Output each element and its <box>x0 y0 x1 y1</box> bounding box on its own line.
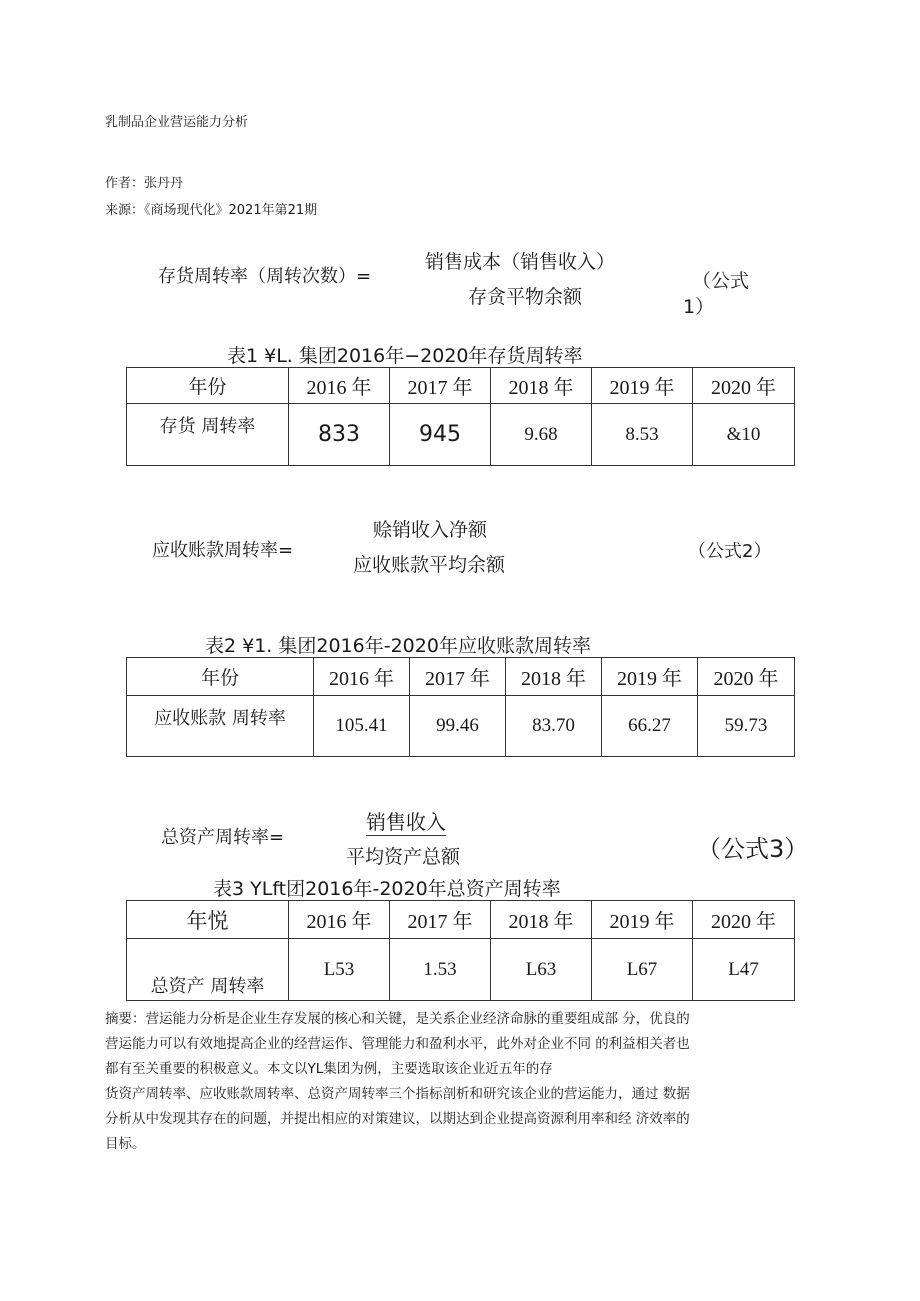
table2-row-label: 应收账款 周转率 <box>127 696 314 757</box>
table2-value-cell: 66.27 <box>602 696 698 757</box>
table2-value-cell: 59.73 <box>698 696 795 757</box>
table1-header-cell: 2018 年 <box>491 368 592 404</box>
table1-header-cell: 2020 年 <box>693 368 795 404</box>
formula3-denominator: 平均资产总额 <box>346 846 461 868</box>
table2-header-cell: 2018 年 <box>506 658 602 696</box>
table3-value-cell: L67 <box>592 939 693 1001</box>
formula1-numerator: 销售成本（销售收入） <box>425 251 616 273</box>
formula3-lhs: 总资产周转率= <box>161 827 285 848</box>
abstract-line: 目标。 <box>105 1136 146 1152</box>
table3-header-cell: 2018 年 <box>491 901 592 939</box>
table3-header-cell: 2016 年 <box>289 901 390 939</box>
formula3-numerator <box>366 806 446 835</box>
table2-caption: 表2 ¥1. 集团2016年-2020年应收账款周转率 <box>205 635 591 657</box>
table2 <box>126 657 795 757</box>
table1-value-cell: 8.53 <box>592 404 693 466</box>
formula2-tag: （公式2） <box>688 541 772 562</box>
table2-header-cell: 2016 年 <box>314 658 410 696</box>
abstract-line: 营运能力可以有效地提高企业的经营运作、管理能力和盈利水平，此外对企业不同 的利益相关者也 <box>105 1036 690 1052</box>
table1-caption: 表1 ¥L. 集团2016年−2020年存货周转率 <box>227 345 583 367</box>
abstract-paragraph <box>105 1007 817 1157</box>
table1-header-row <box>127 368 795 404</box>
formula1-tag-line1: （公式 <box>692 270 750 292</box>
table1-header-cell: 2019 年 <box>592 368 693 404</box>
table1-row-label: 存货 周转率 <box>127 404 289 466</box>
table2-value-cell: 105.41 <box>314 696 410 757</box>
table3-header-row <box>127 901 795 939</box>
table3 <box>126 900 795 1001</box>
formula1-denominator: 存贪平物余额 <box>468 286 583 308</box>
abstract-line: 摘要：营运能力分析是企业生存发展的核心和关键，是关系企业经济命脉的重要组成部 分，优良的 <box>105 1011 690 1027</box>
table3-row-label: 总资产 周转率 <box>127 939 289 1001</box>
table1-header-cell: 年份 <box>127 368 289 404</box>
formula3-numerator-text: 销售收入 <box>366 810 446 834</box>
table1-header-cell: 2016 年 <box>289 368 390 404</box>
table2-header-row <box>127 658 795 696</box>
table3-data-row <box>127 939 795 1001</box>
abstract-line: 分析从中发现其存在的问题，并提出相应的对策建议，以期达到企业提高资源利用率和经 济效率的 <box>105 1111 690 1127</box>
formula2-denominator: 应收账款平均余额 <box>353 554 506 576</box>
table1-value-cell: 9.68 <box>491 404 592 466</box>
source-line: 来源：《商场现代化》2021年第21期 <box>105 203 318 218</box>
table1-header-cell: 2017 年 <box>390 368 491 404</box>
abstract-line: 货资产周转率、应收账款周转率、总资产周转率三个指标剖析和研究该企业的营运能力，通过 数据 <box>105 1086 690 1102</box>
table3-header-cell: 2020 年 <box>693 901 795 939</box>
table3-caption: 表3 YLft团2016年-2020年总资产周转率 <box>213 878 561 900</box>
table3-header-cell: 2019 年 <box>592 901 693 939</box>
table3-value-cell: L53 <box>289 939 390 1001</box>
table3-value-cell: L63 <box>491 939 592 1001</box>
table3-header-cell: 2017 年 <box>390 901 491 939</box>
table2-value-cell: 99.46 <box>410 696 506 757</box>
table3-header-cell: 年悦 <box>127 901 289 939</box>
article-title: 乳制品企业营运能力分析 <box>105 115 249 130</box>
formula1-lhs: 存货周转率（周转次数）= <box>158 266 372 287</box>
table2-value-cell: 83.70 <box>506 696 602 757</box>
table2-header-cell: 2019 年 <box>602 658 698 696</box>
table1 <box>126 367 795 466</box>
table2-header-cell: 年份 <box>127 658 314 696</box>
formula3-tag: （公式3） <box>697 835 809 863</box>
formula2-lhs: 应收账款周转率= <box>152 540 294 561</box>
table1-value-cell: 833 <box>289 404 390 466</box>
table2-data-row <box>127 696 795 757</box>
table2-header-cell: 2020 年 <box>698 658 795 696</box>
abstract-line: 都有至关重要的积极意义。本文以YL集团为例，主要选取该企业近五年的存 <box>105 1061 553 1077</box>
table1-data-row <box>127 404 795 466</box>
author-line: 作者：张丹丹 <box>105 176 184 191</box>
table3-value-cell: L47 <box>693 939 795 1001</box>
formula2-numerator: 赊销收入净额 <box>373 519 488 541</box>
table1-value-cell: &10 <box>693 404 795 466</box>
table2-header-cell: 2017 年 <box>410 658 506 696</box>
table1-value-cell: 945 <box>390 404 491 466</box>
formula1-tag-line2: 1） <box>683 296 715 318</box>
table3-value-cell: 1.53 <box>390 939 491 1001</box>
